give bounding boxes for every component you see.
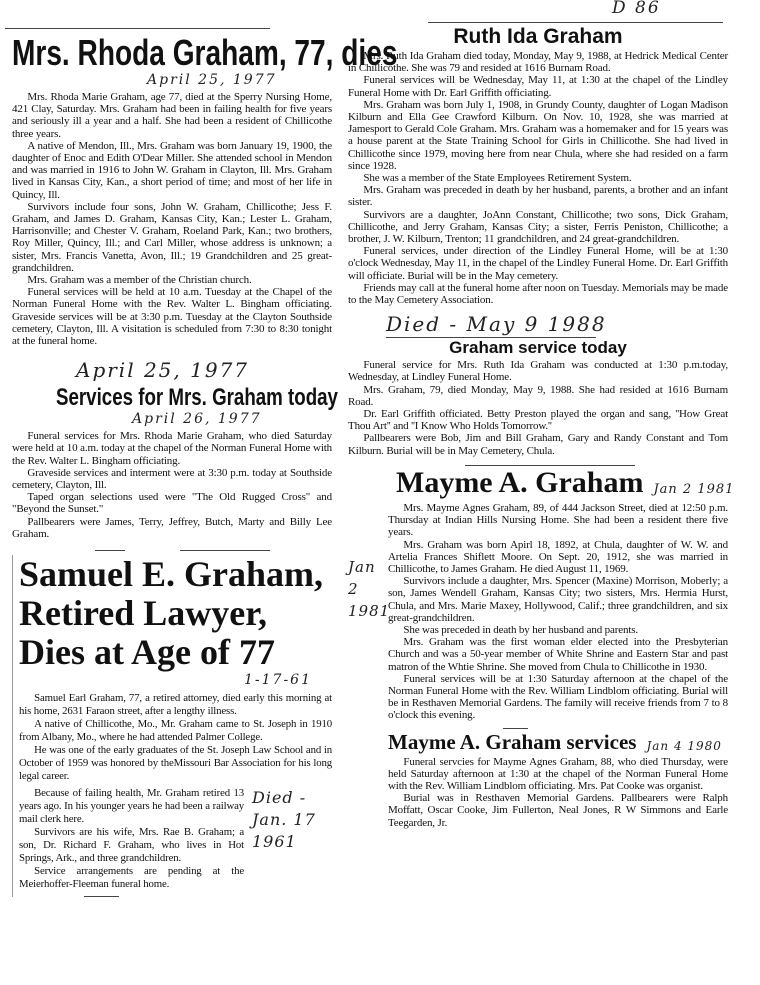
paragraph: Mrs. Graham was preceded in death by her husband, parents, a brother and an infant sister. [348, 184, 728, 209]
paragraph: Funeral services will be held at 10 a.m. Tuesday at the Chapel of the Norman Funeral Home with the Rev. Walter L. Bingham officiating. Graveside services will be at 3:30 p.m. Tuesday at the Clayton Southside cemetery, Clayton, Ill. A visitation is scheduled from 7:30 to 8:30 tonight at the funeral home. [12, 286, 332, 348]
article-samuel-graham [12, 555, 332, 897]
handwritten-margin-date [348, 466, 391, 722]
paragraph: Graveside services and interment were at 3:30 p.m. today at Southside cemetery, Clayton, Ill. [12, 466, 332, 492]
samuel-lower-row [19, 787, 332, 897]
divider [180, 550, 270, 551]
article-rhoda-graham [12, 32, 398, 348]
note-line: 1961 [252, 832, 297, 852]
article-body [12, 430, 332, 540]
paragraph: Mrs. Rhoda Marie Graham, age 77, died at the Sperry Nursing Home, 421 Clay, Saturday. Mrs. Graham had been in failing health for five years and seriously ill a year and a half. She had been a resident of Chillicothe three years. [12, 91, 332, 140]
paragraph: He was one of the early graduates of the St. Joseph Law School and in October of 1959 was honored by theMissouri Bar Association for his long legal career. [19, 744, 332, 783]
headline: Graham service today [449, 338, 627, 358]
paragraph: Because of failing health, Mr. Graham retired 13 years ago. In his younger years he had been a railway mail clerk here. [19, 787, 244, 826]
divider [95, 550, 125, 551]
divider-group [95, 550, 332, 551]
paragraph: Pallbearers were Bob, Jim and Bill Graham, Gary and Randy Constant and Tom Kilburn. Burial will be in May Cemetery, Chula. [348, 432, 728, 457]
paragraph: Samuel Earl Graham, 77, a retired attorney, died early this morning at his home, 2631 Faraon street, after a lengthy illness. [19, 692, 332, 718]
paragraph: Mrs. Graham was born July 1, 1908, in Grundy County, daughter of Logan Madison Kilburn and Ella Gee Crawford Kilburn. On Nov. 10, 1928, she was married at Jamesport to Gerald Cole Graham. Mrs. Graham was a homemaker and for 15 years was a house parent at the State Training School for Girls in Chillicothe. She had lived in Chillicothe since 1979, moving here from near Chula, where she had resided on a farm since 1928. [348, 98, 728, 172]
headline-line: Samuel E. Graham, [19, 554, 324, 595]
headline: Mayme A. Graham services [388, 729, 637, 754]
article-ruth-graham [348, 25, 728, 306]
divider [428, 22, 723, 23]
article-mayme-graham [348, 465, 735, 722]
paragraph: Friends may call at the funeral home after noon on Tuesday. Memorials may be made to the May Cemetery Association. [348, 281, 728, 307]
paragraph: Pallbearers were James, Terry, Jeffrey, Butch, Marty and Billy Lee Graham. [12, 515, 332, 540]
handwritten-died-note [252, 787, 316, 897]
paragraph: Mrs. Graham was the first woman elder elected into the Presbyterian Church and was a 50-year member of White Shrine and Eastern Star and past matron of the Whtie Shrine. She moved from Chula to Chillicothe in 1930. [388, 636, 728, 673]
paragraph: She was preceded in death by her husband and parents. [403, 623, 638, 636]
article-ruth-service [348, 338, 728, 457]
paragraph: Funeral servcies for Mayme Agnes Graham, 88, who died Thursday, were held Saturday afternoon at 1:30 at the chapel of the Norman Funeral Home with the Rev. William Lindblom officiating. Mrs. Pat Cooke was organist. [388, 755, 728, 792]
headline: Mayme A. Graham [396, 465, 644, 499]
article-body [388, 756, 728, 829]
handwritten-died-note: Died - May 9 1988 [386, 312, 607, 337]
paragraph: Mrs. Mayme Agnes Graham, 89, of 444 Jackson Street, died at 12:50 p.m. Thursday at Indian Hills Nursing Home. She had been a resident there five years. [388, 501, 728, 539]
headline: Mrs. Rhoda Graham, 77, dies [12, 32, 398, 73]
paragraph: She was a member of the State Employees Retirement System. [363, 172, 632, 185]
note-line: Jan [348, 557, 376, 576]
headline-line: Dies at Age of 77 [19, 632, 275, 673]
paragraph: Survivors are a daughter, JoAnn Constant, Chillicothe; two sons, Dick Graham, Chillicothe, and Jerry Graham, Kansas City; a sister, Ferris Peniston, Chillicothe; a brother, J. W. Kilburn, Trenton; 11 grandchildren, and 24 great-grandchildren. [348, 208, 728, 246]
paragraph: Mrs. Graham was born Apirl 18, 1892, at Chula, daughter of W. W. and Artelia Frances Shiflett Moore. On Sept. 20, 1912, she was married in Chillicothe, to James Graham. He died August 11, 1969. [388, 538, 728, 575]
article-body [12, 91, 332, 347]
paragraph: Survivors include four sons, John W. Graham, Chillicothe; Jess F. Graham, and James D. Graham, Kansas City, Kan.; Lester L. Graham, Harrisonville; and Chester V. Graham, Roeland Park, Kan.; two brothers, Roy Miller, Quincy, Ill.; and Carl Miller, whose address is unknown; a sister, Mrs. Francis Vanetta, Avon, Ill.; 19 Grandchildren and 25 great-grandchildren. [12, 200, 332, 274]
article-body [348, 359, 728, 457]
handwritten-date: April 25, 1977 [76, 358, 250, 383]
paragraph: Survivors are his wife, Mrs. Rae B. Graham; a son, Dr. Richard F. Graham, who lives in Hot Springs, Ark., and three grandchildren. [19, 826, 244, 865]
right-column [348, 25, 735, 829]
headline: Services for Mrs. Graham today [56, 384, 338, 412]
handwritten-date: April 26, 1977 [132, 411, 262, 428]
divider [84, 896, 119, 897]
article-body [388, 502, 728, 722]
paragraph: Funeral service for Mrs. Ruth Ida Graham was conducted at 1:30 p.m.today, Wednesday, at Lindley Funeral Home. [348, 359, 728, 384]
paragraph: Mrs. Ruth Ida Graham died today, Monday, May 9, 1988, at Hedrick Medical Center in Chillicothe. She was 79 and resided at 1616 Burnam Road. [348, 50, 728, 75]
handwritten-date: 1-17-61 [244, 672, 312, 689]
note-line: Died - [252, 788, 307, 808]
article-body-narrow [19, 787, 244, 891]
handwritten-date: Jan 4 1980 [646, 738, 722, 753]
handwritten-date: April 25, 1977 [147, 72, 277, 88]
note-line: 2 [348, 579, 359, 598]
paragraph: A native of Mendon, Ill., Mrs. Graham was born January 19, 1900, the daughter of Enoc and Edith O'Dear Miller. She attended school in Mendon and was married in 1916 to John W. Graham in Clayton, Ill. Mrs. Graham lived in Kansas City, Kan., a short period of time; and most of her life in Quincy, Ill. [12, 139, 332, 201]
paragraph: Mrs. Graham was a member of the Christian church. [27, 274, 252, 287]
paragraph: Service arrangements are pending at the Meierhoffer-Fleeman funeral home. [19, 865, 244, 891]
article-body [19, 692, 332, 783]
headline-line: Retired Lawyer, [19, 593, 267, 634]
article-rhoda-services [12, 384, 338, 540]
note-line: 1981 [348, 601, 391, 620]
article-mayme-services [348, 729, 728, 829]
paragraph: Funeral services will be Wednesday, May 11, at 1:30 at the chapel of the Lindley Funeral Home with Dr. Earl Griffith officiating. [348, 74, 728, 99]
paragraph: Funeral services will be at 1:30 Saturday afternoon at the chapel of the Norman Funeral Home with the Rev. William Lindblom officiating. Burial will be in Resthaven Memorial Gardens. The family will receive friends from 7 to 8 o'clock this evening. [388, 672, 728, 722]
paragraph: Burial was in Resthaven Memorial Gardens. Pallbearers were Ralph Moffatt, Oscar Cooke, Jim Fullerton, Neal Jones, R W Simmons and Earle Teegarden, Jr. [388, 792, 728, 829]
paragraph: A native of Chillicothe, Mo., Mr. Graham came to St. Joseph in 1910 from Albany, Mo., where he had attended Palmer College. [19, 718, 332, 744]
page-number-annotation: D 86 [612, 0, 661, 18]
paragraph: Mrs. Graham, 79, died Monday, May 9, 1988. She had resided at 1616 Burnam Road. [348, 383, 728, 408]
paragraph: Taped organ selections used were "The Old Rugged Cross" and "Beyond the Sunset." [12, 491, 332, 516]
paragraph: Funeral services, under direction of the Lindley Funeral Home, will be at 1:30 o'clock Wednesday, May 11, in the chapel of the Lindley Funeral Home. Dr. Earl Griffith will officiate. Burial will be in the May cemetery. [348, 245, 728, 282]
paragraph: Funeral services for Mrs. Rhoda Marie Graham, who died Saturday were held at 10 a.m. today at the chapel of the Norman Funeral Home with the Rev. Walter L. Bingham officiating. [12, 430, 332, 467]
handwritten-date: Jan 2 1981 [653, 481, 735, 497]
paragraph: Survivors include a daughter, Mrs. Spencer (Maxine) Morrison, Moberly; a son, James Wendell Graham, Kansas City; two sisters, Mrs. Hermia Hurst, Chula, and Mrs. Marie Maxey, Hollywood, Calif.; three grandchildren, and six great-grandchildren. [388, 575, 728, 624]
headline: Ruth Ida Graham [453, 25, 623, 48]
divider [5, 28, 270, 29]
note-line: Jan. 17 [252, 810, 316, 830]
headline [19, 555, 332, 672]
paragraph: Dr. Earl Griffith officiated. Betty Preston played the organ and sang, ''How Great Thou Art'' and ''I Know Who Holds Tomorrow.'' [348, 408, 728, 433]
article-body [348, 50, 728, 306]
